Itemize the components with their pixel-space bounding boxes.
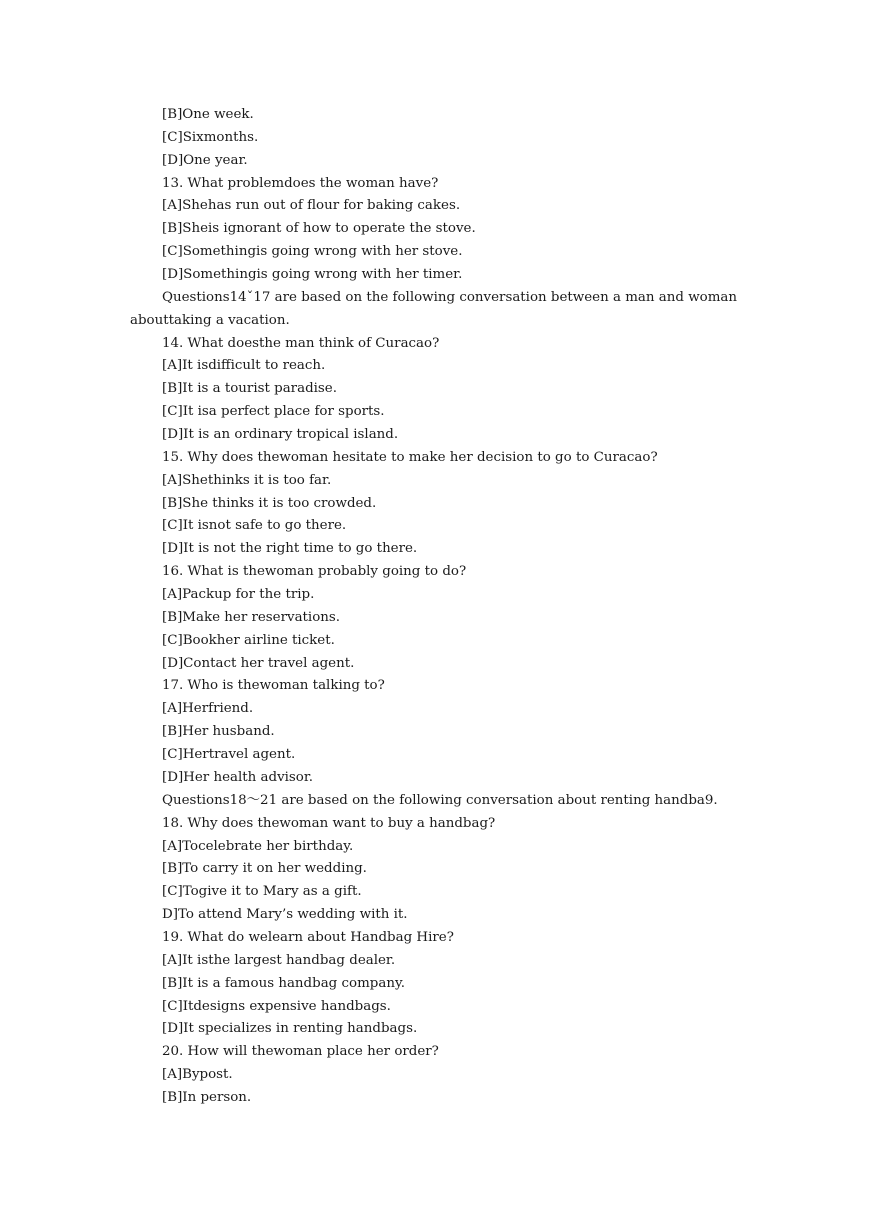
text-line: [D]It is not the right time to go there. — [162, 541, 418, 557]
text-line: [D]It specializes in renting handbags. — [162, 1021, 418, 1037]
text-line: [B]It is a famous handbag company. — [162, 975, 405, 991]
document-page — [0, 104, 869, 1110]
text-line: 15. Why does thewoman hesitate to make her decision to go to Curacao? — [162, 449, 658, 465]
text-line: [A]It isdifficult to reach. — [162, 358, 326, 374]
text-line: [D]Contact her travel agent. — [162, 655, 355, 671]
text-line: [A]Shehas run out of flour for baking cakes. — [162, 198, 461, 214]
text-line: Questions14ˇ17 are based on the following conversation between a man and woman — [162, 289, 738, 305]
text-line: 16. What is thewoman probably going to do? — [162, 564, 467, 580]
text-line: 18. Why does thewoman want to buy a handbag? — [162, 815, 496, 831]
text-line: [B]One week. — [162, 107, 254, 122]
text-line: Questions18～21 are based on the following conversation about renting handba9. — [162, 792, 718, 808]
text-line: [B]To carry it on her wedding. — [162, 861, 367, 877]
text-line: abouttaking a vacation. — [130, 312, 290, 328]
text-line: 13. What problemdoes the woman have? — [162, 175, 439, 191]
text-line: [C]It isa perfect place for sports. — [162, 404, 385, 420]
text-line: 14. What doesthe man think of Curacao? — [162, 335, 440, 351]
text-line: [D]Somethingis going wrong with her timer. — [162, 267, 463, 283]
text-line: [D]One year. — [162, 152, 248, 168]
text-line: [C]Togive it to Mary as a gift. — [162, 884, 362, 900]
text-line: [C]Itdesigns expensive handbags. — [162, 998, 391, 1014]
text-line: [A]Herfriend. — [162, 701, 254, 717]
text-line: [C]Bookher airline ticket. — [162, 632, 335, 648]
text-line: [A]It isthe largest handbag dealer. — [162, 952, 396, 968]
text-line: [B]Sheis ignorant of how to operate the stove. — [162, 221, 476, 237]
text-line: [D]Her health advisor. — [162, 769, 314, 785]
text-line: [D]It is an ordinary tropical island. — [162, 427, 399, 443]
text-line: [B]Make her reservations. — [162, 609, 341, 625]
text-line: [B]Her husband. — [162, 724, 275, 740]
text-line: [C]It isnot safe to go there. — [162, 518, 347, 534]
text-line: [B]She thinks it is too crowded. — [162, 495, 377, 511]
text-line: 19. What do welearn about Handbag Hire? — [162, 929, 454, 945]
text-line: [A]Shethinks it is too far. — [162, 472, 332, 488]
text-line: 17. Who is thewoman talking to? — [162, 678, 385, 694]
text-line: D]To attend Mary’s wedding with it. — [162, 907, 408, 923]
text-line: [B]It is a tourist paradise. — [162, 381, 337, 397]
text-line: [A]Packup for the trip. — [162, 587, 315, 603]
text-line: [C]Somethingis going wrong with her stove. — [162, 244, 463, 260]
text-line: [C]Sixmonths. — [162, 129, 259, 145]
text-line: 20. How will thewoman place her order? — [162, 1044, 439, 1060]
text-line: [A]Bypost. — [162, 1067, 233, 1083]
text-line: [A]Tocelebrate her birthday. — [162, 838, 354, 854]
text-line: [B]In person. — [162, 1089, 252, 1105]
text-line: [C]Hertravel agent. — [162, 747, 296, 763]
